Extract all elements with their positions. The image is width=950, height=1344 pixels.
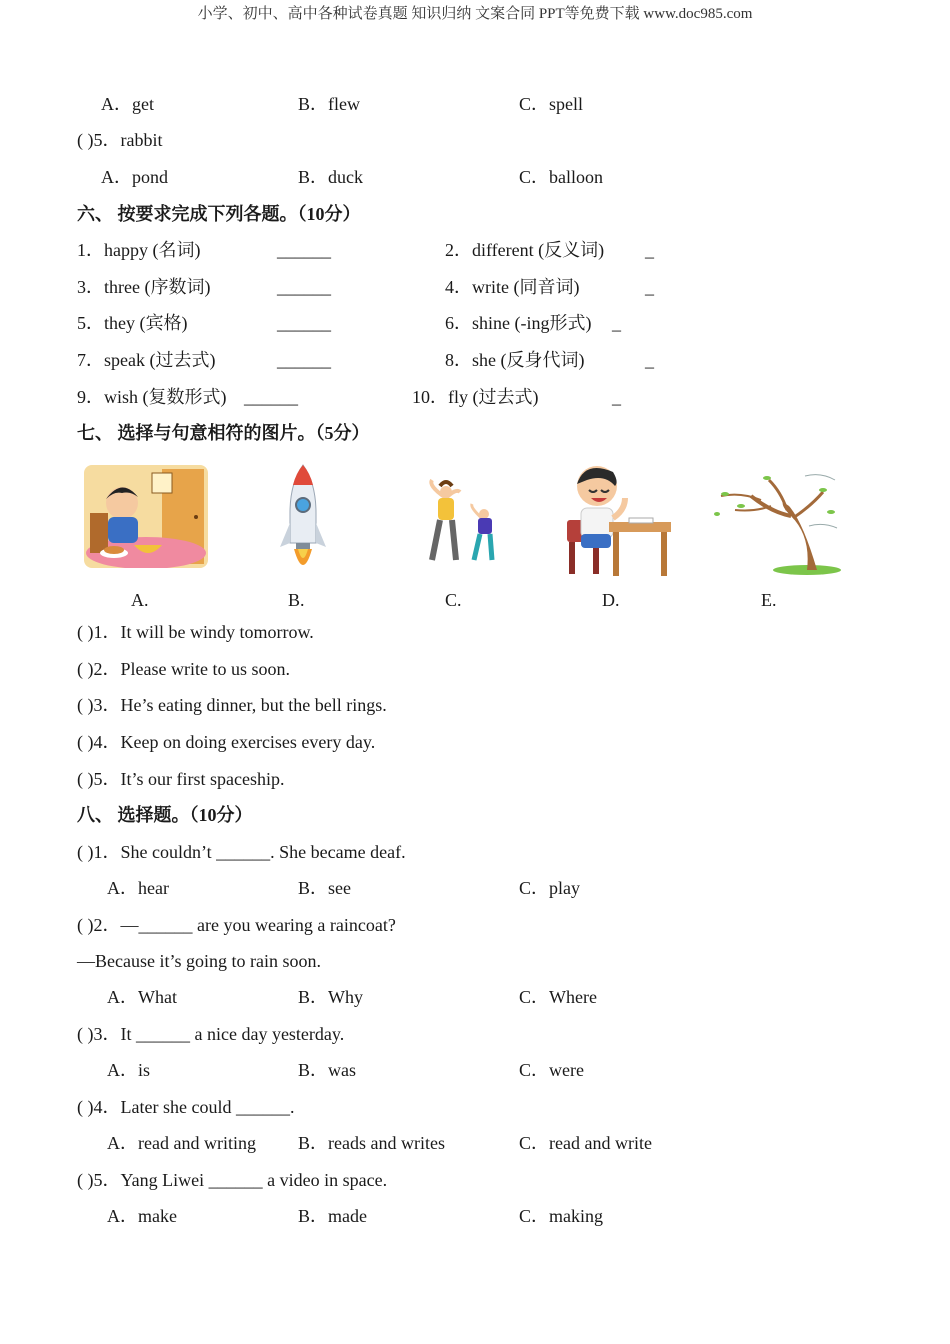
answer-blank: ______ bbox=[244, 387, 298, 407]
picture-label-c: C. bbox=[445, 590, 462, 610]
tree-in-wind-picture bbox=[711, 466, 841, 576]
option-b: B．was bbox=[298, 1060, 356, 1080]
option-a: A．pond bbox=[101, 167, 168, 187]
item-text: 5．they (宾格) bbox=[77, 313, 188, 333]
answer-blank: _ bbox=[645, 350, 654, 370]
question-stem: ( )3．It ______ a nice day yesterday. bbox=[77, 1024, 345, 1044]
picture-label-e: E. bbox=[761, 590, 777, 610]
boy-writing-at-desk-picture bbox=[565, 462, 673, 578]
question-stem-continued: —Because it’s going to rain soon. bbox=[77, 951, 321, 971]
question-stem: ( )5．rabbit bbox=[77, 130, 163, 150]
item-text: 10．fly (过去式) bbox=[412, 387, 539, 407]
option-c: C．Where bbox=[519, 987, 597, 1007]
question-stem: ( )3．He’s eating dinner, but the bell rings. bbox=[77, 695, 387, 715]
question-stem: ( )2．—______ are you wearing a raincoat? bbox=[77, 915, 396, 935]
picture-label-b: B. bbox=[288, 590, 305, 610]
question-stem: ( )1．She couldn’t ______. She became deaf. bbox=[77, 842, 406, 862]
boy-eating-dinner-picture bbox=[84, 465, 208, 568]
answer-blank: ______ bbox=[277, 277, 331, 297]
option-c: C．were bbox=[519, 1060, 584, 1080]
answer-blank: _ bbox=[612, 387, 621, 407]
picture-label-a: A. bbox=[131, 590, 149, 610]
option-c: C．making bbox=[519, 1206, 603, 1226]
rocket-picture bbox=[280, 463, 326, 577]
question-stem: ( )1．It will be windy tomorrow. bbox=[77, 622, 314, 642]
people-exercising-picture bbox=[422, 478, 502, 564]
option-c: C．play bbox=[519, 878, 580, 898]
option-b: B．Why bbox=[298, 987, 363, 1007]
answer-blank: ______ bbox=[277, 240, 331, 260]
option-a: A．get bbox=[101, 94, 154, 114]
item-text: 8．she (反身代词) bbox=[445, 350, 585, 370]
option-a: A．make bbox=[107, 1206, 177, 1226]
item-text: 6．shine (-ing形式) bbox=[445, 313, 592, 333]
item-text: 7．speak (过去式) bbox=[77, 350, 216, 370]
section-title: 八、 选择题。（10分） bbox=[77, 805, 253, 825]
option-a: A．What bbox=[107, 987, 177, 1007]
option-a: A．is bbox=[107, 1060, 151, 1080]
option-c: C．balloon bbox=[519, 167, 603, 187]
option-a: A．hear bbox=[107, 878, 169, 898]
question-stem: ( )4．Keep on doing exercises every day. bbox=[77, 732, 376, 752]
option-b: B．flew bbox=[298, 94, 360, 114]
question-stem: ( )2．Please write to us soon. bbox=[77, 659, 290, 679]
option-b: B．reads and writes bbox=[298, 1133, 445, 1153]
question-stem: ( )5．Yang Liwei ______ a video in space. bbox=[77, 1170, 388, 1190]
item-text: 9．wish (复数形式) bbox=[77, 387, 227, 407]
option-c: C．read and write bbox=[519, 1133, 652, 1153]
answer-blank: ______ bbox=[277, 313, 331, 333]
option-b: B．see bbox=[298, 878, 351, 898]
answer-blank: _ bbox=[612, 313, 621, 333]
item-text: 1．happy (名词) bbox=[77, 240, 201, 260]
question-stem: ( )5．It’s our first spaceship. bbox=[77, 769, 285, 789]
answer-blank: _ bbox=[645, 277, 654, 297]
picture-label-d: D. bbox=[602, 590, 620, 610]
option-b: B．duck bbox=[298, 167, 363, 187]
page-header: 小学、初中、高中各种试卷真题 知识归纳 文案合同 PPT等免费下载 www.doc985.com bbox=[197, 6, 753, 22]
answer-blank: ______ bbox=[277, 350, 331, 370]
item-text: 4．write (同音词) bbox=[445, 277, 580, 297]
question-stem: ( )4．Later she could ______. bbox=[77, 1097, 295, 1117]
section-title: 七、 选择与句意相符的图片。（5分） bbox=[77, 423, 370, 443]
option-b: B．made bbox=[298, 1206, 367, 1226]
option-c: C．spell bbox=[519, 94, 584, 114]
item-text: 2．different (反义词) bbox=[445, 240, 605, 260]
answer-blank: _ bbox=[645, 240, 654, 260]
section-title: 六、 按要求完成下列各题。（10分） bbox=[77, 204, 361, 224]
item-text: 3．three (序数词) bbox=[77, 277, 211, 297]
option-a: A．read and writing bbox=[107, 1133, 256, 1153]
